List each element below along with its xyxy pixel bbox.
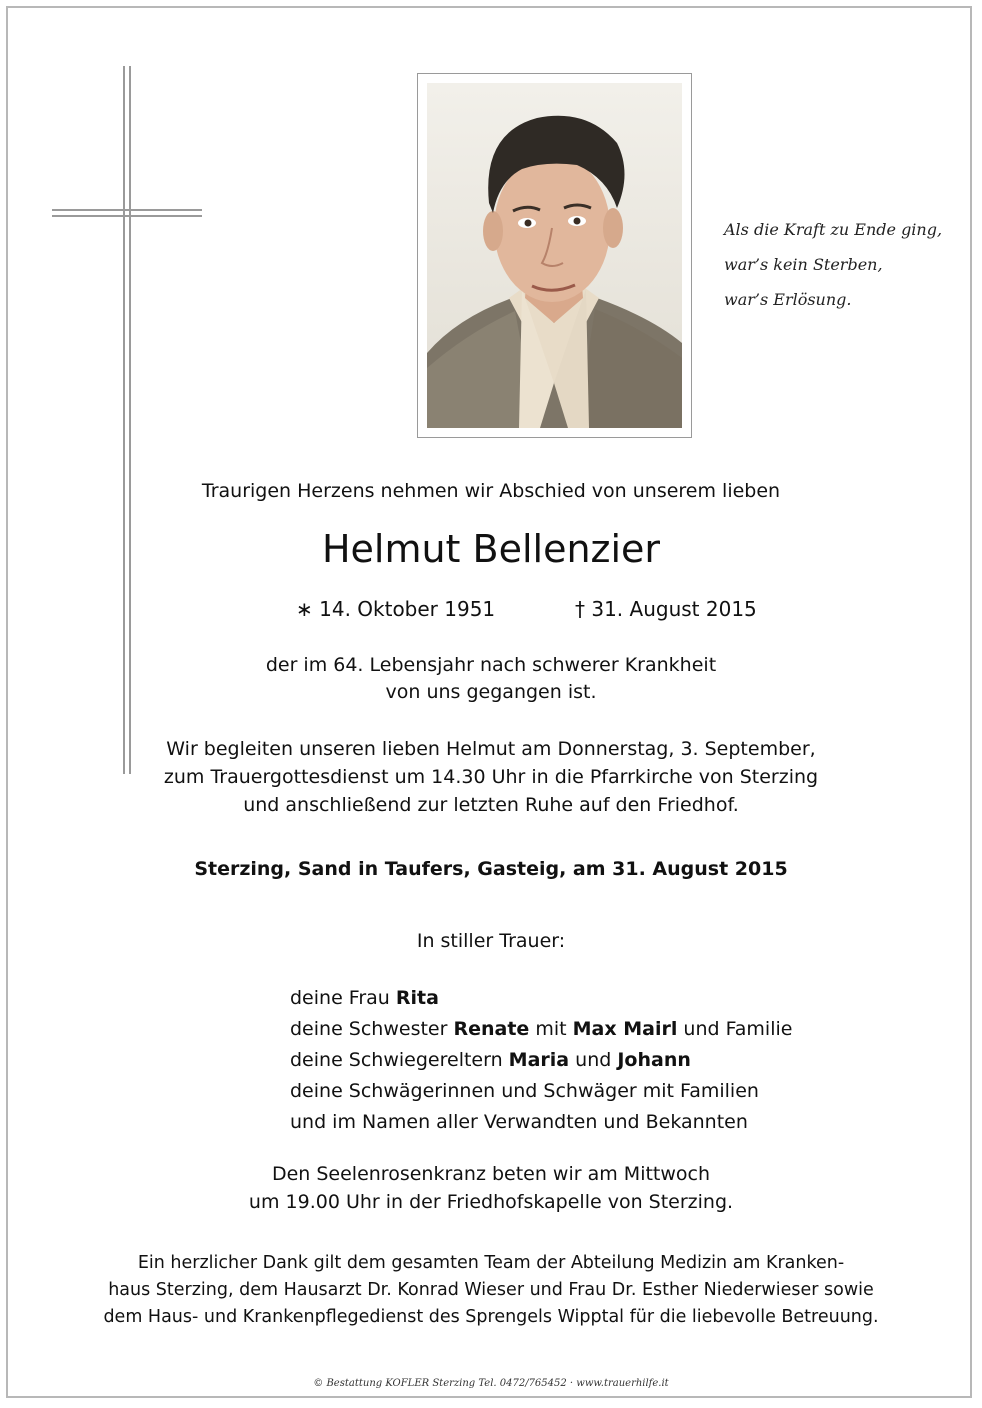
family-line: deine Schwägerinnen und Schwäger mit Familien bbox=[290, 1080, 759, 1102]
age-line: der im 64. Lebensjahr nach schwerer Krankheit bbox=[265, 654, 717, 676]
ceremony-text bbox=[0, 735, 982, 819]
family-line: deine Schwiegereltern Maria und Johann bbox=[290, 1049, 691, 1071]
thanks-line: dem Haus- und Krankenpflegedienst des Sprengels Wipptal für die liebevolle Betreuung. bbox=[103, 1307, 879, 1327]
rosary-text bbox=[0, 1160, 982, 1216]
rosary-line: Den Seelenrosenkranz beten wir am Mittwoch bbox=[271, 1163, 711, 1185]
birth-date: ∗ 14. Oktober 1951 bbox=[296, 597, 496, 621]
portrait-photo bbox=[427, 83, 682, 428]
portrait-frame bbox=[417, 73, 692, 438]
place-date: Sterzing, Sand in Taufers, Gasteig, am 31. August 2015 bbox=[194, 858, 788, 880]
death-date: † 31. August 2015 bbox=[575, 597, 757, 621]
family-list bbox=[290, 983, 792, 1138]
family-line: deine Schwester Renate mit Max Mairl und Familie bbox=[290, 1018, 793, 1040]
rosary-line: um 19.00 Uhr in der Friedhofskapelle von Sterzing. bbox=[248, 1191, 734, 1213]
mourning-heading: In stiller Trauer: bbox=[416, 930, 566, 952]
ceremony-line: und anschließend zur letzten Ruhe auf den Friedhof. bbox=[243, 794, 739, 816]
quote-line: war’s Erlösung. bbox=[724, 290, 852, 309]
family-line: deine Frau Rita bbox=[290, 987, 439, 1009]
thanks-line: Ein herzlicher Dank gilt dem gesamten Team der Abteilung Medizin am Kranken- bbox=[137, 1253, 845, 1273]
intro-text: Traurigen Herzens nehmen wir Abschied von unserem lieben bbox=[201, 480, 781, 502]
family-line: und im Namen aller Verwandten und Bekannten bbox=[290, 1111, 748, 1133]
ceremony-line: Wir begleiten unseren lieben Helmut am Donnerstag, 3. September, bbox=[166, 738, 816, 760]
thanks-line: haus Sterzing, dem Hausarzt Dr. Konrad Wieser und Frau Dr. Esther Niederwieser sowie bbox=[108, 1280, 874, 1300]
deceased-name: Helmut Bellenzier bbox=[321, 527, 661, 571]
memorial-quote bbox=[724, 212, 964, 317]
ceremony-line: zum Trauergottesdienst um 14.30 Uhr in die Pfarrkirche von Sterzing bbox=[163, 766, 819, 788]
age-text bbox=[0, 652, 982, 706]
age-line: von uns gegangen ist. bbox=[385, 681, 597, 703]
quote-line: war’s kein Sterben, bbox=[724, 255, 883, 274]
funeral-home-footer: © Bestattung KOFLER Sterzing Tel. 0472/765452 · www.trauerhilfe.it bbox=[313, 1378, 669, 1389]
life-dates bbox=[0, 597, 982, 627]
thanks-text bbox=[0, 1250, 982, 1331]
quote-line: Als die Kraft zu Ende ging, bbox=[724, 220, 943, 239]
